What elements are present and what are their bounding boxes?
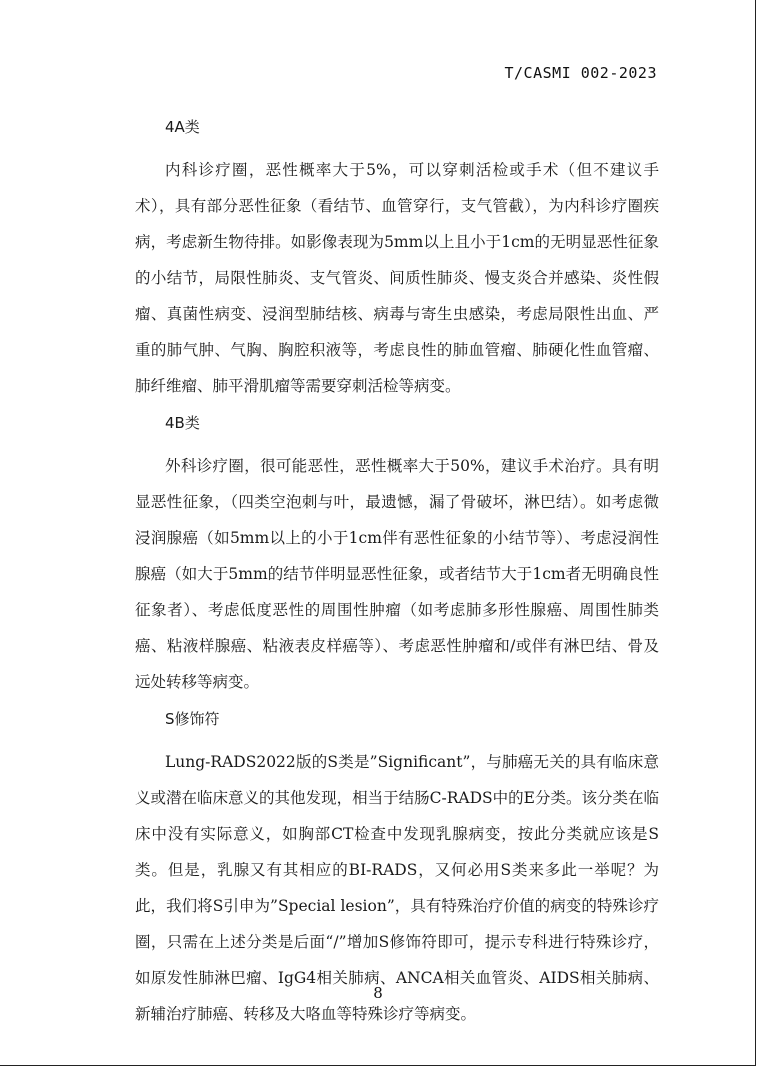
section-body-s-modifier: Lung-RADS2022版的S类是”Significant”，与肺癌无关的具有临床意义或潜在临床意义的其他发现，相当于结肠C-RADS中的E分类。该分类在临床中没有实际意义，如胸部CT检查中发现乳腺病变，按此分类就应该是S类。但是，乳腺又有其相应的BI-RADS，又何必用S类来多此一举呢？为此，我们将S引申为”Special lesion”，具有特殊治疗价值的病变的特殊诊疗圈，只需在上述分类是后面“/”增加S修饰符即可，提示专科进行特殊诊疗，如原发性肺淋巴瘤、IgG4相关肺病、ANCA相关血管炎、AIDS相关肺病、新辅治疗肺癌、转移及大咯血等特殊诊疗等病变。 [135, 753, 659, 1023]
page-number: 8 [373, 984, 383, 1002]
section-body-4b: 外科诊疗圈，很可能恶性，恶性概率大于50%，建议手术治疗。具有明显恶性征象，（四类空泡刺与叶，最遗憾，漏了骨破坏，淋巴结）。如考虑微浸润腺癌（如5mm以上的小于1cm伴有恶性征象的小结节等）、考虑浸润性腺癌（如大于5mm的结节伴明显恶性征象，或者结节大于1cm者无明确良性征象者）、考虑低度恶性的周围性肿瘤（如考虑肺多形性腺癌、周围性肺类癌、粘液样腺癌、粘液表皮样癌等）、考虑恶性肿瘤和/或伴有淋巴结、骨及远处转移等病变。 [135, 457, 659, 691]
standard-id: T/CASMI 002-2023 [504, 64, 657, 82]
section-heading-s-modifier: S修饰符 [165, 710, 220, 728]
document-body [135, 116, 659, 1032]
section-body-4a: 内科诊疗圈，恶性概率大于5%，可以穿刺活检或手术（但不建议手术），具有部分恶性征象（看结节、血管穿行，支气管截），为内科诊疗圈疾病，考虑新生物待排。如影像表现为5mm以上且小于1cm的无明显恶性征象的小结节，局限性肺炎、支气管炎、间质性肺炎、慢支炎合并感染、炎性假瘤、真菌性病变、浸润型肺结核、病毒与寄生虫感染，考虑局限性出血、严重的肺气肿、气胸、胸腔积液等，考虑良性的肺血管瘤、肺硬化性血管瘤、肺纤维瘤、肺平滑肌瘤等需要穿刺活检等病变。 [135, 161, 659, 395]
section-heading-4a: 4A类 [165, 118, 200, 136]
section-heading-4b: 4B类 [165, 414, 200, 432]
